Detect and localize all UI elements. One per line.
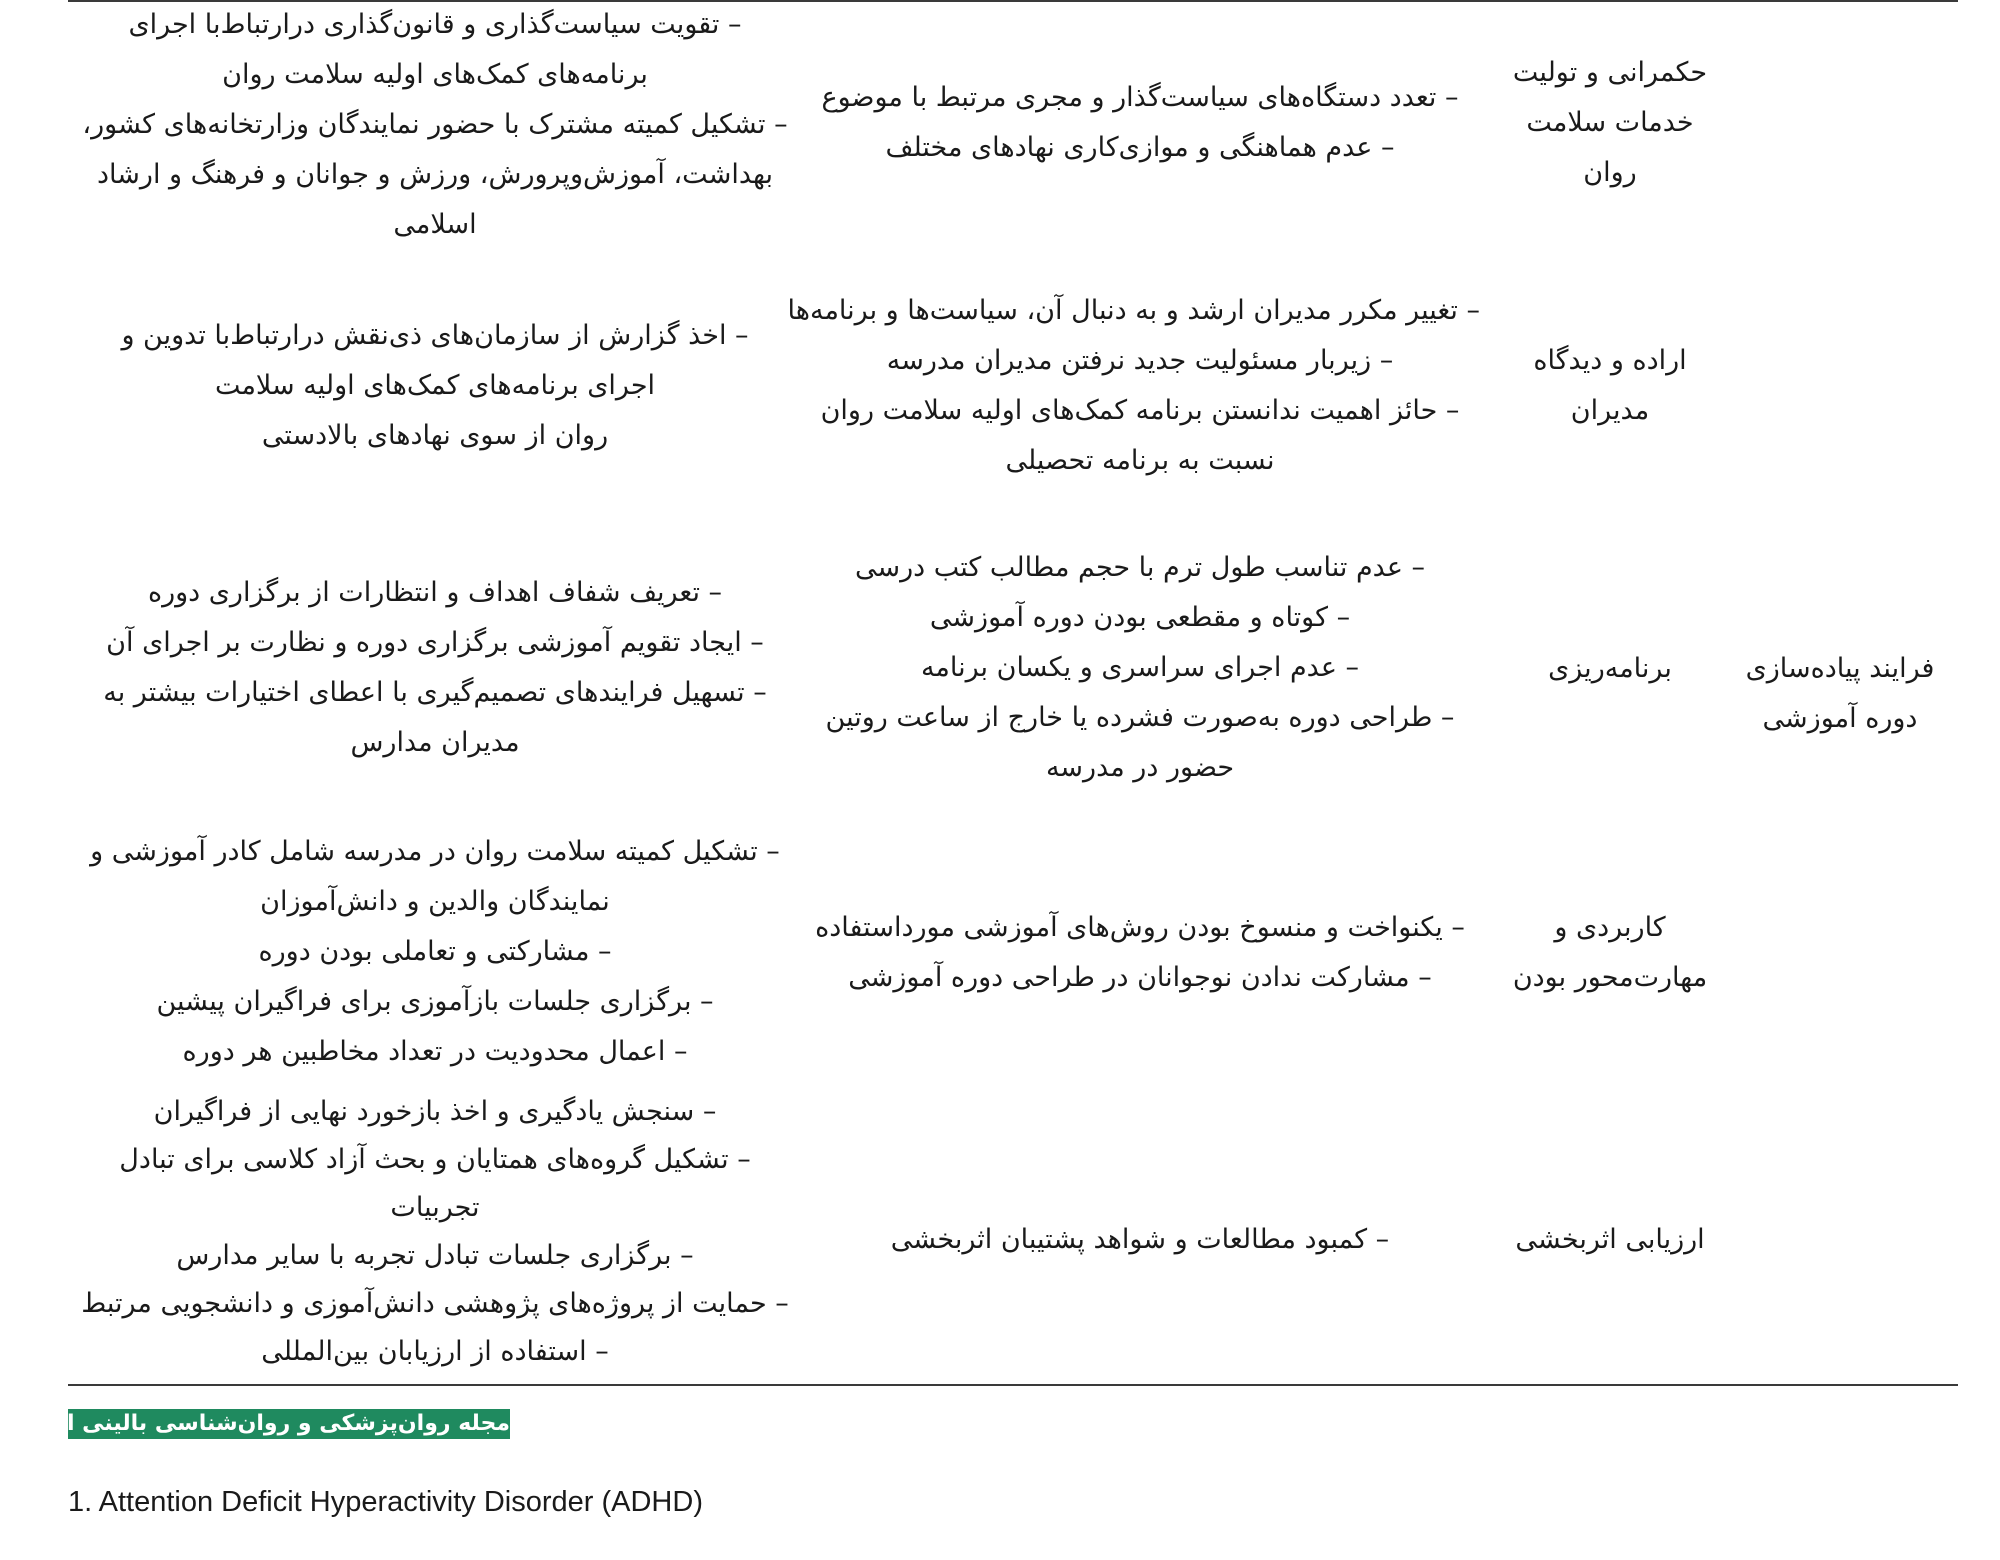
- text-line: – عدم هماهنگی و موازی‌کاری نهادهای مختلف: [885, 132, 1395, 163]
- text-line: – تسهیل فرایندهای تصمیم‌گیری با اعطای اختیارات بیشتر به: [103, 677, 767, 708]
- text-line: – تعریف شفاف اهداف و انتظارات از برگزاری دوره: [147, 577, 723, 608]
- row-3-solutions: [70, 568, 800, 768]
- text-line: – حائز اهمیت ندانستن برنامه کمک‌های اولیه سلامت روان: [820, 395, 1460, 426]
- text-line: – کمبود مطالعات و شواهد پشتیبان اثربخشی: [890, 1224, 1390, 1255]
- text-line: روان: [1583, 157, 1637, 188]
- text-line: – زیربار مسئولیت جدید نرفتن مدیران مدرسه: [886, 345, 1394, 376]
- text-line: اسلامی: [393, 209, 477, 240]
- text-line: مهارت‌محور بودن: [1512, 962, 1708, 993]
- text-line: – برگزاری جلسات تبادل تجربه با سایر مدارس: [176, 1240, 694, 1271]
- text-line: اراده و دیدگاه: [1533, 345, 1687, 376]
- text-line: – ایجاد تقویم آموزشی برگزاری دوره و نظارت بر اجرای آن: [106, 627, 764, 658]
- text-line: فرایند پیاده‌سازی: [1745, 653, 1935, 684]
- row-3-challenges: [800, 543, 1480, 793]
- text-line: – حمایت از پروژه‌های پژوهشی دانش‌آموزی و دانشجویی مرتبط: [81, 1288, 789, 1319]
- table-bottom-rule: [68, 1384, 1958, 1386]
- footnote: 1. Attention Deficit Hyperactivity Disorder (ADHD): [68, 1486, 703, 1518]
- text-line: نمایندگان والدین و دانش‌آموزان: [260, 886, 610, 917]
- text-line: حضور در مدرسه: [1045, 752, 1235, 783]
- row-5-solutions: [70, 1088, 800, 1376]
- row-5-challenges: [800, 1215, 1480, 1265]
- text-line: – یکنواخت و منسوخ بودن روش‌های آموزشی مورداستفاده: [815, 912, 1465, 943]
- text-line: مدیران مدارس: [350, 727, 520, 758]
- text-line: – تشکیل کمیته سلامت روان در مدرسه شامل کادر آموزشی و: [90, 836, 780, 867]
- text-line: – مشارکت ندادن نوجوانان در طراحی دوره آموزشی: [848, 962, 1432, 993]
- row-3-subcategory: [1480, 644, 1740, 694]
- text-line: کاربردی و: [1554, 912, 1666, 943]
- text-line: – سنجش یادگیری و اخذ بازخورد نهایی از فراگیران: [153, 1096, 717, 1127]
- row-4-solutions: [70, 827, 800, 1077]
- row-1-challenges: [800, 73, 1480, 173]
- row-4-subcategory: [1480, 903, 1740, 1003]
- text-line: نسبت به برنامه تحصیلی: [1005, 445, 1275, 476]
- text-line: – عدم تناسب طول ترم با حجم مطالب کتب درسی: [854, 552, 1426, 583]
- text-line: – طراحی دوره به‌صورت فشرده یا خارج از ساعت روتین: [825, 702, 1455, 733]
- text-line: – کوتاه و مقطعی بودن دوره آموزشی: [929, 602, 1351, 633]
- text-line: برنامه‌ریزی: [1548, 653, 1672, 684]
- row-1-subcategory: [1480, 48, 1740, 198]
- text-line: دوره آموزشی: [1762, 703, 1918, 734]
- text-line: – استفاده از ارزیابان بین‌المللی: [261, 1336, 609, 1367]
- text-line: تجربیات: [390, 1192, 480, 1223]
- row-2-challenges: [787, 286, 1480, 486]
- text-line: ارزیابی اثربخشی: [1515, 1224, 1705, 1255]
- text-line: – تقویت سیاست‌گذاری و قانون‌گذاری درارتباط‌با اجرای: [128, 9, 742, 40]
- text-line: حکمرانی و تولیت: [1512, 57, 1708, 88]
- journal-title-badge: مجله روان‌پزشکی و روان‌شناسی بالینی ایران: [68, 1409, 510, 1439]
- text-line: – اخذ گزارش از سازمان‌های ذی‌نقش درارتباط‌با تدوین و: [121, 320, 749, 351]
- text-line: – تغییر مکرر مدیران ارشد و به دنبال آن، سیاست‌ها و برنامه‌ها: [787, 295, 1480, 326]
- row-2-solutions: [70, 311, 800, 461]
- text-line: – برگزاری جلسات بازآموزی برای فراگیران پیشین: [156, 986, 714, 1017]
- text-line: روان از سوی نهادهای بالادستی: [261, 420, 609, 451]
- row-3-category: [1700, 644, 1980, 744]
- text-line: – مشارکتی و تعاملی بودن دوره: [258, 936, 612, 967]
- text-line: – عدم اجرای سراسری و یکسان برنامه: [920, 652, 1360, 683]
- text-line: برنامه‌های کمک‌های اولیه سلامت روان: [222, 59, 648, 90]
- text-line: – تشکیل کمیته مشترک با حضور نمایندگان وزارتخانه‌های کشور،: [82, 109, 788, 140]
- text-line: بهداشت، آموزش‌وپرورش، ورزش و جوانان و فرهنگ و ارشاد: [97, 159, 773, 190]
- row-5-subcategory: [1480, 1215, 1740, 1265]
- text-line: خدمات سلامت: [1526, 107, 1694, 138]
- row-4-challenges: [800, 903, 1480, 1003]
- text-line: – اعمال محدودیت در تعداد مخاطبین هر دوره: [182, 1036, 688, 1067]
- text-line: اجرای برنامه‌های کمک‌های اولیه سلامت: [214, 370, 656, 401]
- row-1-solutions: [70, 0, 800, 250]
- text-line: – تشکیل گروه‌های همتایان و بحث آزاد کلاسی برای تبادل: [119, 1144, 751, 1175]
- text-line: مدیران: [1570, 395, 1650, 426]
- text-line: – تعدد دستگاه‌های سیاست‌گذار و مجری مرتبط با موضوع: [821, 82, 1459, 113]
- row-2-subcategory: [1480, 336, 1740, 436]
